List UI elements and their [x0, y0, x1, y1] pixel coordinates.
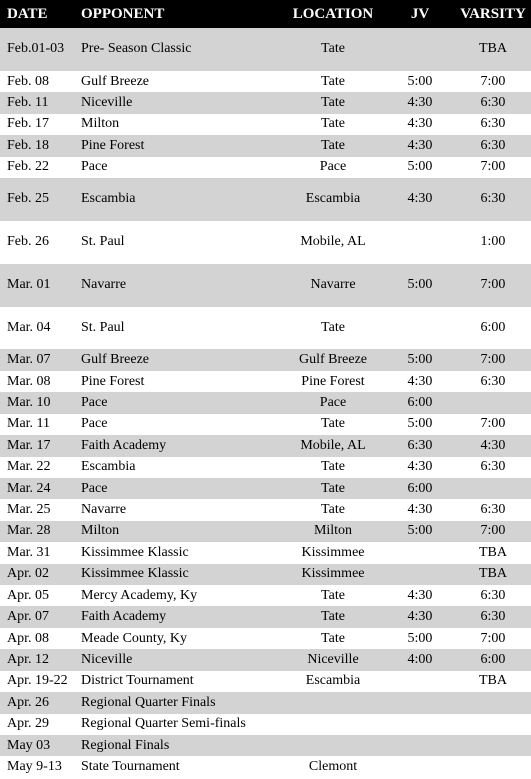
cell-date: Mar. 25	[7, 502, 51, 518]
cell-jv: 4:30	[407, 459, 433, 475]
table-row	[0, 457, 531, 478]
table-row	[0, 157, 531, 178]
cell-opponent: Niceville	[81, 649, 276, 670]
cell-location: Pace	[276, 392, 390, 413]
cell-varsity: 6:30	[480, 116, 506, 132]
cell-varsity: 6:00	[450, 649, 531, 670]
cell-location: Tate	[321, 587, 345, 603]
table-row	[0, 92, 531, 113]
table-row	[0, 349, 531, 370]
cell-opponent: St. Paul	[81, 319, 125, 335]
cell-jv	[390, 564, 450, 585]
cell-location: Milton	[276, 521, 390, 542]
table-row	[0, 478, 531, 499]
cell-varsity: 6:00	[480, 319, 506, 335]
cell-opponent: Faith Academy	[81, 435, 276, 456]
cell-location: Tate	[276, 92, 390, 113]
table-row	[0, 392, 531, 413]
cell-location: Pine Forest	[301, 373, 365, 389]
cell-opponent: Navarre	[81, 502, 127, 518]
cell-jv: 4:30	[390, 178, 450, 221]
cell-location: Escambia	[276, 178, 390, 221]
table-row	[0, 178, 531, 221]
cell-jv	[390, 28, 450, 71]
cell-opponent: Niceville	[81, 92, 276, 113]
cell-jv	[390, 692, 450, 713]
table-row	[0, 756, 531, 777]
cell-jv: 4:30	[407, 116, 433, 132]
cell-location	[276, 692, 390, 713]
table-row	[0, 28, 531, 71]
cell-location: Pace	[319, 159, 347, 175]
cell-opponent: Gulf Breeze	[81, 73, 150, 89]
cell-opponent: Kissimmee Klassic	[81, 564, 276, 585]
cell-date: Feb. 08	[7, 73, 49, 89]
cell-opponent: Mercy Academy, Ky	[81, 587, 198, 603]
cell-varsity: 7:00	[480, 630, 506, 646]
cell-location: Mobile, AL	[276, 435, 390, 456]
cell-jv: 6:00	[390, 478, 450, 499]
table-row	[0, 521, 531, 542]
header-opponent: OPPONENT	[81, 0, 276, 28]
cell-jv: 5:00	[407, 159, 433, 175]
cell-location: Tate	[321, 459, 345, 475]
cell-varsity	[450, 756, 531, 777]
table-row	[0, 371, 531, 392]
cell-location: Tate	[321, 73, 345, 89]
cell-jv: 5:00	[407, 73, 433, 89]
cell-date: Mar. 10	[0, 392, 81, 413]
cell-opponent: Milton	[81, 116, 120, 132]
cell-varsity	[450, 392, 531, 413]
cell-date: Apr. 08	[7, 630, 49, 646]
cell-varsity: 6:30	[480, 459, 506, 475]
cell-jv: 5:00	[390, 349, 450, 370]
cell-opponent: Escambia	[81, 459, 136, 475]
cell-varsity: 7:00	[480, 416, 506, 432]
cell-date: Feb. 17	[7, 116, 49, 132]
cell-varsity: 7:00	[450, 349, 531, 370]
cell-date: Apr. 19-22	[7, 673, 68, 689]
header-date: DATE	[0, 0, 81, 28]
cell-jv: 4:00	[390, 649, 450, 670]
cell-date: Mar. 01	[0, 264, 81, 307]
cell-varsity: 6:30	[450, 92, 531, 113]
cell-opponent: Pace	[81, 159, 108, 175]
cell-jv	[390, 735, 450, 756]
table-row	[0, 71, 531, 92]
cell-jv	[390, 221, 450, 264]
cell-opponent: Kissimmee Klassic	[81, 544, 189, 560]
table-row	[0, 671, 531, 692]
header-varsity: VARSITY	[450, 0, 531, 28]
cell-location: Tate	[276, 28, 390, 71]
cell-opponent: Pre- Season Classic	[81, 28, 276, 71]
schedule-body	[0, 28, 531, 778]
cell-opponent: Pace	[81, 478, 276, 499]
cell-opponent: District Tournament	[81, 673, 194, 689]
cell-location: Tate	[321, 116, 345, 132]
cell-date: Mar. 08	[7, 373, 51, 389]
cell-date: Apr. 07	[0, 606, 81, 627]
cell-varsity: 6:30	[480, 502, 506, 518]
table-row	[0, 564, 531, 585]
cell-varsity: 7:00	[480, 73, 506, 89]
cell-date: Mar. 24	[0, 478, 81, 499]
table-row	[0, 606, 531, 627]
table-row	[0, 735, 531, 756]
cell-opponent: State Tournament	[81, 759, 180, 775]
cell-jv	[390, 714, 450, 735]
cell-location: Gulf Breeze	[276, 349, 390, 370]
cell-varsity: TBA	[450, 28, 531, 71]
cell-location: Niceville	[276, 649, 390, 670]
cell-location: Escambia	[305, 673, 361, 689]
cell-opponent: Regional Quarter Semi-finals	[81, 716, 246, 732]
cell-date: Mar. 17	[0, 435, 81, 456]
cell-varsity: TBA	[479, 673, 507, 689]
cell-location: Tate	[321, 630, 345, 646]
cell-jv: 5:00	[407, 416, 433, 432]
table-row	[0, 435, 531, 456]
cell-varsity: TBA	[450, 564, 531, 585]
cell-varsity	[450, 692, 531, 713]
cell-varsity: 6:30	[480, 373, 506, 389]
cell-location: Tate	[321, 319, 345, 335]
cell-varsity: 7:00	[450, 264, 531, 307]
cell-opponent: Gulf Breeze	[81, 349, 276, 370]
cell-jv: 5:00	[390, 521, 450, 542]
cell-location: Tate	[276, 135, 390, 156]
cell-jv: 5:00	[390, 264, 450, 307]
cell-location: Tate	[321, 416, 345, 432]
cell-date: Feb. 18	[0, 135, 81, 156]
cell-date: Mar. 11	[7, 416, 51, 432]
table-row	[0, 585, 531, 606]
cell-date: Mar. 04	[7, 319, 51, 335]
cell-varsity: 6:30	[450, 178, 531, 221]
cell-date: Mar. 28	[0, 521, 81, 542]
cell-varsity: 6:30	[480, 587, 506, 603]
table-row	[0, 714, 531, 735]
cell-varsity: 6:30	[450, 135, 531, 156]
cell-varsity: 7:00	[480, 159, 506, 175]
cell-jv: 4:30	[390, 606, 450, 627]
cell-location: Clemont	[308, 759, 358, 775]
cell-date: Feb. 26	[7, 234, 49, 250]
table-row	[0, 542, 531, 563]
cell-date: Apr. 26	[0, 692, 81, 713]
cell-location: Kissimmee	[276, 564, 390, 585]
cell-varsity	[450, 714, 531, 735]
cell-opponent: Meade County, Ky	[81, 630, 188, 646]
cell-opponent: Regional Finals	[81, 735, 276, 756]
cell-location: Tate	[276, 478, 390, 499]
cell-varsity: 7:00	[450, 521, 531, 542]
cell-jv	[390, 756, 450, 777]
table-row	[0, 114, 531, 135]
cell-varsity: 6:30	[450, 606, 531, 627]
cell-date: Mar. 22	[7, 459, 51, 475]
cell-jv: 4:30	[407, 502, 433, 518]
table-row	[0, 307, 531, 350]
cell-varsity: 1:00	[480, 234, 506, 250]
cell-date: Mar. 31	[7, 544, 51, 560]
cell-varsity: 4:30	[450, 435, 531, 456]
cell-jv: 4:30	[390, 92, 450, 113]
table-row	[0, 221, 531, 264]
cell-date: Apr. 05	[7, 587, 49, 603]
header-location: LOCATION	[276, 0, 390, 28]
cell-date: Feb. 22	[7, 159, 49, 175]
table-row	[0, 499, 531, 520]
cell-jv	[390, 542, 450, 563]
cell-opponent: Pace	[81, 416, 108, 432]
cell-opponent: Milton	[81, 521, 276, 542]
cell-jv: 5:00	[407, 630, 433, 646]
cell-date: Apr. 29	[7, 716, 49, 732]
cell-varsity	[450, 478, 531, 499]
cell-jv: 4:30	[390, 135, 450, 156]
cell-opponent: Pace	[81, 392, 276, 413]
cell-location	[276, 714, 390, 735]
cell-jv: 6:00	[390, 392, 450, 413]
cell-opponent: Pine Forest	[81, 373, 145, 389]
cell-jv: 6:30	[390, 435, 450, 456]
cell-opponent: Escambia	[81, 178, 276, 221]
cell-date: May 9-13	[7, 759, 62, 775]
cell-location: Tate	[276, 606, 390, 627]
table-row	[0, 414, 531, 435]
cell-date: Apr. 12	[0, 649, 81, 670]
cell-date: Feb. 11	[0, 92, 81, 113]
table-row	[0, 264, 531, 307]
cell-date: May 03	[0, 735, 81, 756]
cell-location: Tate	[321, 502, 345, 518]
header-jv: JV	[390, 0, 450, 28]
cell-location: Navarre	[276, 264, 390, 307]
cell-opponent: Faith Academy	[81, 606, 276, 627]
header-row	[0, 0, 531, 28]
cell-varsity: TBA	[479, 544, 507, 560]
cell-location: Kissimmee	[301, 544, 365, 560]
table-row	[0, 135, 531, 156]
cell-jv: 4:30	[407, 373, 433, 389]
cell-opponent: Navarre	[81, 264, 276, 307]
cell-location	[276, 735, 390, 756]
cell-opponent: St. Paul	[81, 234, 125, 250]
cell-date: Feb.01-03	[0, 28, 81, 71]
cell-varsity	[450, 735, 531, 756]
cell-jv: 4:30	[407, 587, 433, 603]
cell-opponent: Pine Forest	[81, 135, 276, 156]
cell-date: Feb. 25	[0, 178, 81, 221]
table-row	[0, 649, 531, 670]
table-row	[0, 628, 531, 649]
table-row	[0, 692, 531, 713]
cell-jv	[390, 671, 450, 692]
cell-jv	[390, 307, 450, 350]
cell-location: Mobile, AL	[300, 234, 366, 250]
cell-opponent: Regional Quarter Finals	[81, 692, 276, 713]
cell-date: Mar. 07	[0, 349, 81, 370]
cell-date: Apr. 02	[0, 564, 81, 585]
